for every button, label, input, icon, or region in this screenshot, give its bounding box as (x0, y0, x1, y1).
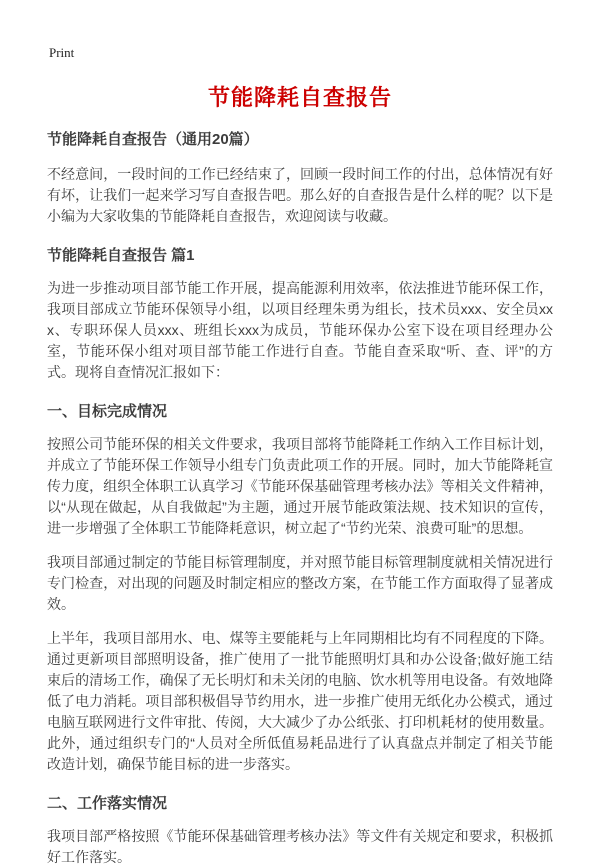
section-heading-goal-completion: 一、目标完成情况 (47, 403, 168, 420)
intro-paragraph: 不经意间，一段时间的工作已经结束了，回顾一段时间工作的付出，总体情况有好有坏，让我们一起来学习写自查报告吧。那么好的自查报告是什么样的呢？以下是小编为大家收集的节能降耗自查报告，欢迎阅读与收藏。 (47, 166, 553, 224)
implementation-paragraph: 我项目部严格按照《节能环保基础管理考核办法》等文件有关规定和要求，积极抓好工作落实。 (47, 828, 553, 865)
goal-paragraph-3: 上半年，我项目部用水、电、煤等主要能耗与上年同期相比均有不同程度的下降。通过更新项目部照明设备，推广使用了一批节能照明灯具和办公设备;做好施工结束后的清场工作，确保了无长明灯和未关闭的电脑、饮水机等用电设备。有效地降低了电力消耗。项目部积极倡导节约用水，进一步推广使用无纸化办公模式，通过电脑互联网进行文件审批、传阅，大大减少了办公纸张、打印机耗材的使用数量。此外，通过组织专门的“人员对全所低值易耗品进行了认真盘点并制定了相关节能改造计划，确保节能目标的进一步落实。 (47, 630, 553, 772)
page-title: 节能降耗自查报告 (207, 85, 392, 110)
print-button[interactable]: Print (49, 45, 75, 60)
goal-paragraph-1: 按照公司节能环保的相关文件要求，我项目部将节能降耗工作纳入工作目标计划，并成立了节能环保工作领导小组专门负责此项工作的开展。同时，加大节能降耗宣传力度，组织全体职工认真学习《节能环保基础管理考核办法》等相关文件精神，以“从现在做起，从自我做起”为主题，通过开展节能政策法规、技术知识的宣传，进一步增强了全体职工节能降耗意识，树立起了“节约光荣、浪费可耻”的思想。 (47, 436, 553, 536)
section-heading-part1: 节能降耗自查报告 篇1 (47, 247, 195, 264)
goal-paragraph-2: 我项目部通过制定的节能目标管理制度，并对照节能目标管理制度就相关情况进行专门检查，对出现的问题及时制定相应的整改方案，在节能工作方面取得了显著成效。 (47, 554, 553, 612)
section1-paragraph: 为进一步推动项目部节能工作开展，提高能源利用效率，依法推进节能环保工作，我项目部成立节能环保领导小组，以项目经理朱勇为组长，技术员xxx、安全员xxx、专职环保人员xxx、班组长xxx为成员，节能环保办公室下设在项目经理办公室，节能环保小组对项目部节能工作进行自查。节能自查采取“听、查、评”的方式。现将自查情况汇报如下： (47, 280, 553, 380)
section-heading-work-implementation: 二、工作落实情况 (47, 795, 168, 812)
document-subtitle: 节能降耗自查报告（通用20篇） (47, 131, 259, 148)
